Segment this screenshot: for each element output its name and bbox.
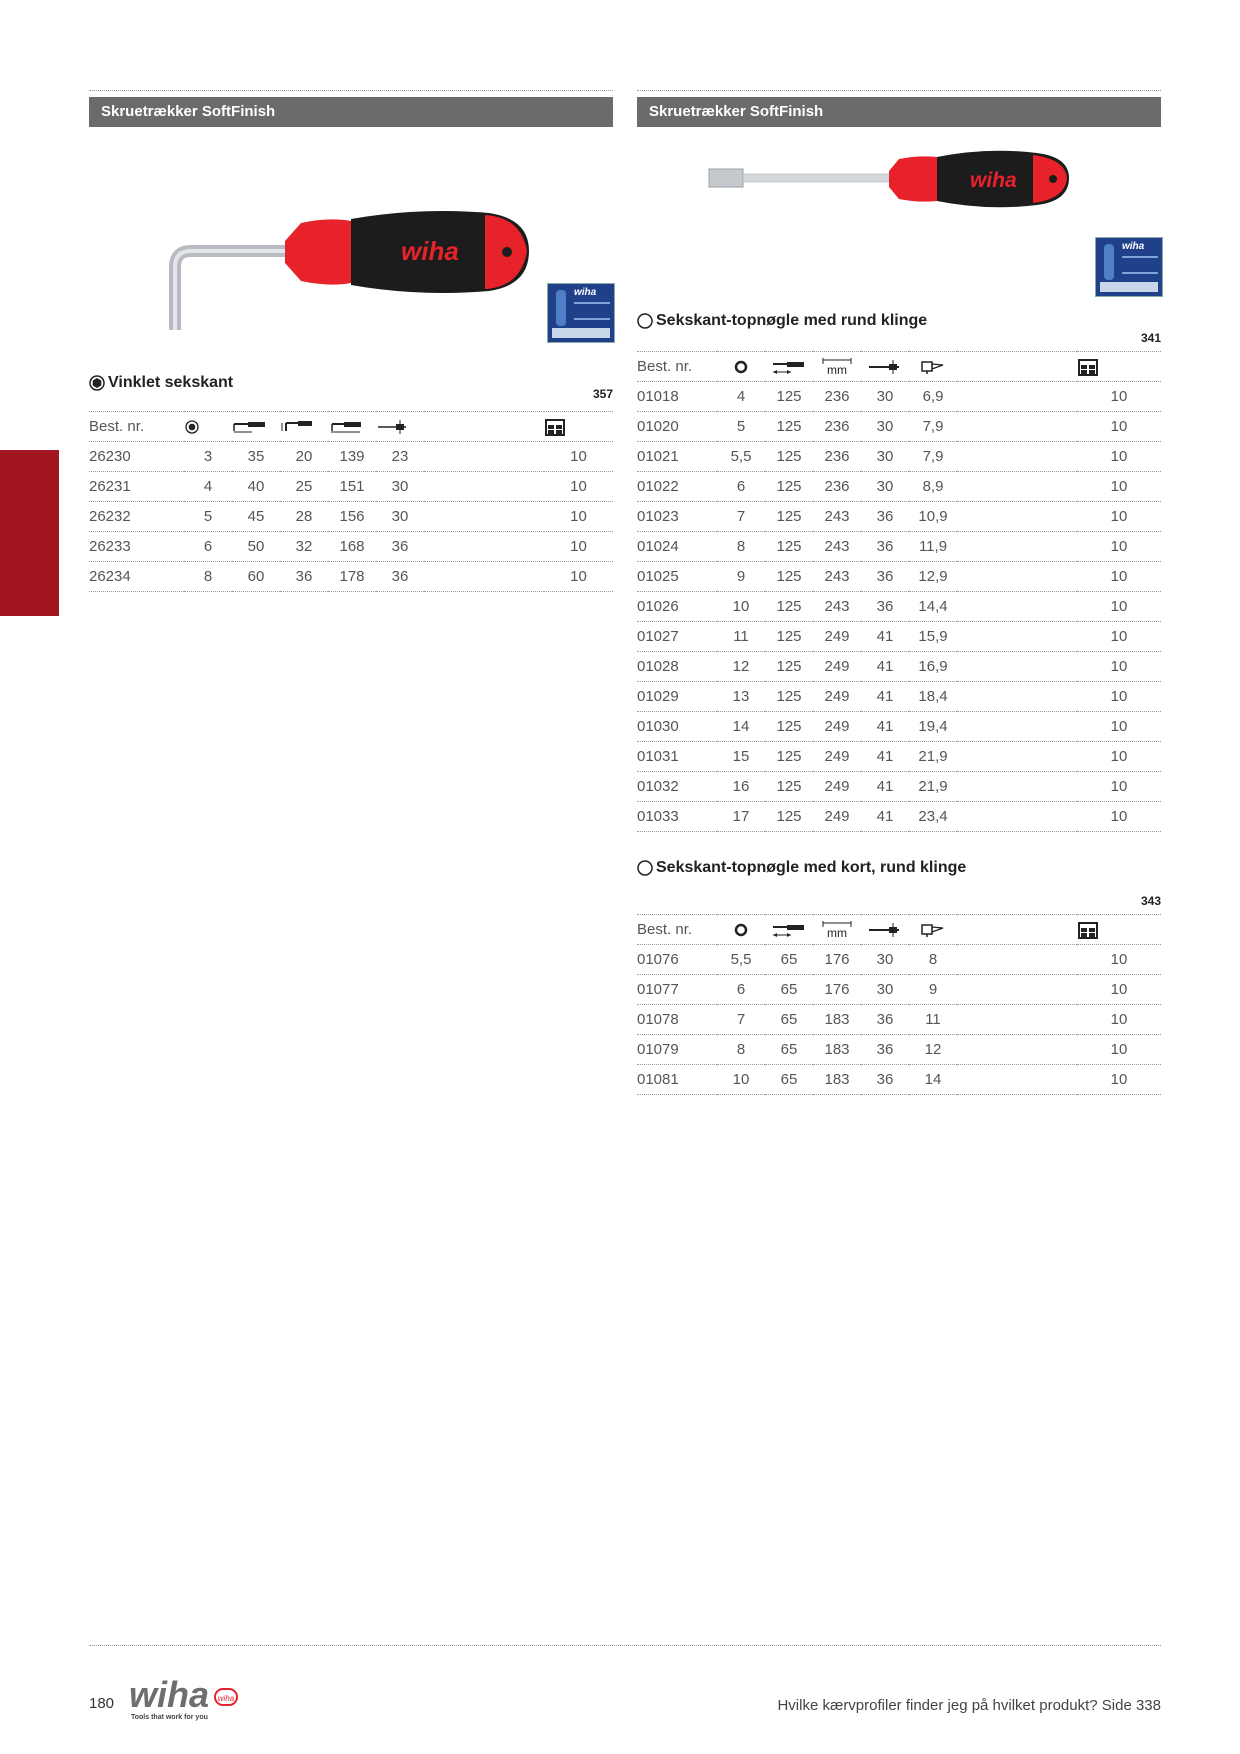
hex-outline-icon [637, 860, 653, 876]
table-row: 26234 8 60 36 178 36 10 [89, 562, 613, 592]
table-row: 01077 6 65 176 30 9 10 [637, 975, 1161, 1005]
wiha-logo [129, 1677, 249, 1723]
svg-text:wiha: wiha [129, 1677, 210, 1715]
package-icon [1077, 920, 1099, 940]
table-row: 26231 4 40 25 151 30 10 [89, 472, 613, 502]
page-reference: 357 [592, 387, 613, 401]
col-best-nr: Best. nr. [637, 352, 717, 382]
section-title: Sekskant-topnøgle med rund klinge [637, 309, 1161, 333]
svg-text:mm: mm [827, 362, 847, 377]
package-icon [544, 417, 566, 437]
blade-length-icon [771, 359, 807, 375]
hex-solid-icon [89, 375, 105, 391]
mm-icon [819, 920, 855, 940]
hex-outline-icon [733, 922, 749, 938]
table-row: 01020 5 125 236 30 7,9 10 [637, 412, 1161, 442]
section-header: Skruetrækker SoftFinish [89, 97, 613, 127]
hex-outline-icon [733, 359, 749, 375]
package-icon [1077, 357, 1099, 377]
table-row: 01022 6 125 236 30 8,9 10 [637, 472, 1161, 502]
right-column [637, 90, 1161, 1095]
product-photo-l-key [89, 127, 613, 357]
blade-length-icon [771, 922, 807, 938]
table-row: 01079 8 65 183 36 12 10 [637, 1035, 1161, 1065]
product-photo-nut-driver [637, 127, 1161, 297]
handle-brand-text: wiha [970, 169, 1017, 192]
table-row: 01028 12 125 249 41 16,9 10 [637, 652, 1161, 682]
table-row: 01081 10 65 183 36 14 10 [637, 1065, 1161, 1095]
tip-size-icon [919, 359, 947, 375]
spec-table [637, 914, 1161, 1095]
angle-length-icon [280, 419, 316, 435]
table-row: 01030 14 125 249 41 19,4 10 [637, 712, 1161, 742]
table-row: 01023 7 125 243 36 10,9 10 [637, 502, 1161, 532]
page-reference: 341 [1140, 331, 1161, 345]
total-length-icon [328, 419, 364, 435]
table-row: 01078 7 65 183 36 11 10 [637, 1005, 1161, 1035]
table-row: 01031 15 125 249 41 21,9 10 [637, 742, 1161, 772]
table-row: 01025 9 125 243 36 12,9 10 [637, 562, 1161, 592]
spec-table [89, 411, 613, 592]
col-best-nr: Best. nr. [637, 915, 717, 945]
total-length-icon [867, 922, 903, 938]
table-row: 26230 3 35 20 139 23 10 [89, 442, 613, 472]
table-row: 01018 4 125 236 30 6,9 10 [637, 382, 1161, 412]
page-reference: 343 [1140, 894, 1161, 908]
divider [637, 90, 1161, 91]
table-row: 01024 8 125 243 36 11,9 10 [637, 532, 1161, 562]
page-footer [89, 1645, 1161, 1721]
section-title: Vinklet sekskant [89, 371, 613, 395]
page-number: 180 [89, 1695, 115, 1712]
table-row: 26232 5 45 28 156 30 10 [89, 502, 613, 532]
table-row: 01029 13 125 249 41 18,4 10 [637, 682, 1161, 712]
svg-text:Tools that work for you: Tools that work for you [131, 1714, 208, 1721]
table-row: 01021 5,5 125 236 30 7,9 10 [637, 442, 1161, 472]
col-best-nr: Best. nr. [89, 412, 184, 442]
spec-table [637, 351, 1161, 832]
divider [89, 1645, 1161, 1646]
table-row: 01027 11 125 249 41 15,9 10 [637, 622, 1161, 652]
mm-icon [819, 357, 855, 377]
table-row: 26233 6 50 32 168 36 10 [89, 532, 613, 562]
l-key-screwdriver-image [89, 127, 613, 357]
chapter-tab [0, 450, 59, 616]
blade-length-icon [232, 419, 268, 435]
handle-diameter-icon [376, 419, 412, 435]
total-length-icon [867, 359, 903, 375]
footer-note: Hvilke kærvprofiler finder jeg på hvilket produkt? Side 338 [777, 1697, 1161, 1714]
svg-text:mm: mm [827, 925, 847, 940]
handle-brand-text: wiha [401, 236, 459, 266]
svg-text:wiha: wiha [217, 1694, 235, 1703]
table-row: 01032 16 125 249 41 21,9 10 [637, 772, 1161, 802]
nut-driver-image [637, 127, 1161, 297]
divider [89, 90, 613, 91]
hex-solid-icon [184, 419, 200, 435]
table-row: 01076 5,5 65 176 30 8 10 [637, 945, 1161, 975]
hex-outline-icon [637, 313, 653, 329]
table-row: 01033 17 125 249 41 23,4 10 [637, 802, 1161, 832]
section-header: Skruetrækker SoftFinish [637, 97, 1161, 127]
left-column [89, 90, 613, 592]
section-title: Sekskant-topnøgle med kort, rund klinge [637, 856, 1161, 880]
table-row: 01026 10 125 243 36 14,4 10 [637, 592, 1161, 622]
tip-size-icon [919, 922, 947, 938]
certification-badge: wiha [1095, 237, 1163, 297]
certification-badge: wiha [547, 283, 615, 343]
